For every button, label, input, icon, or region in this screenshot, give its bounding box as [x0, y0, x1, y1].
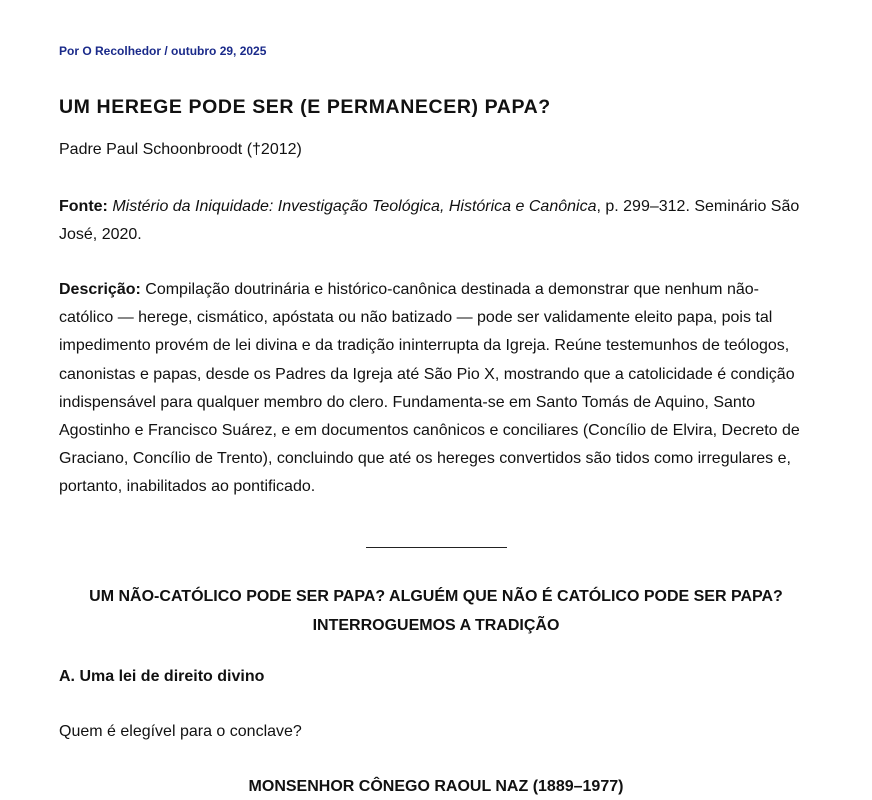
meta-separator: / — [161, 44, 172, 58]
person-heading: MONSENHOR CÔNEGO RAOUL NAZ (1889–1977) — [248, 778, 624, 795]
article-title: UM HEREGE PODE SER (E PERMANECER) PAPA? — [59, 96, 551, 118]
post-meta — [59, 44, 266, 58]
section-title — [0, 582, 872, 640]
meta-date-link[interactable]: outubro 29, 2025 — [171, 44, 267, 58]
meta-by-prefix: Por — [59, 44, 83, 58]
section-title-line-2: INTERROGUEMOS A TRADIÇÃO — [312, 617, 560, 634]
meta-author-link[interactable]: O Recolhedor — [82, 44, 162, 58]
description-paragraph — [59, 276, 813, 502]
description-label: Descrição: — [59, 281, 141, 298]
section-divider — [366, 547, 507, 548]
source-work-title: Mistério da Iniquidade: Investigação Teológica, Histórica e Canônica — [112, 198, 597, 215]
source-details: , p. 299–312. Seminário São José, 2020. — [59, 198, 800, 244]
subheading: A. Uma lei de direito divino — [59, 668, 265, 685]
question-paragraph: Quem é elegível para o conclave? — [59, 723, 302, 740]
source-paragraph — [59, 193, 813, 249]
article-byline: Padre Paul Schoonbroodt (†2012) — [59, 141, 302, 158]
section-title-line-1: UM NÃO-CATÓLICO PODE SER PAPA? ALGUÉM QUE NÃO É CATÓLICO PODE SER PAPA? — [89, 588, 783, 605]
description-text: Compilação doutrinária e histórico-canônica destinada a demonstrar que nenhum não-católico — herege, cismático, apóstata ou não batizado — pode ser validamente eleito papa, pois tal impedimento provém de lei divina e da tradição ininterrupta da Igreja. Reúne testemunhos de teólogos, canonistas e papas, desde os Padres da Igreja até São Pio X, mostrando que a catolicidade é condição indispensável para qualquer membro do clero. Fundamenta-se em Santo Tomás de Aquino, Santo Agostinho e Francisco Suárez, e em documentos canônicos e conciliares (Concílio de Elvira, Decreto de Graciano, Concílio de Trento), concluindo que até os hereges convertidos são tidos como irregulares e, portanto, inabilitados ao pontificado. — [59, 281, 800, 496]
source-label: Fonte: — [59, 198, 108, 215]
